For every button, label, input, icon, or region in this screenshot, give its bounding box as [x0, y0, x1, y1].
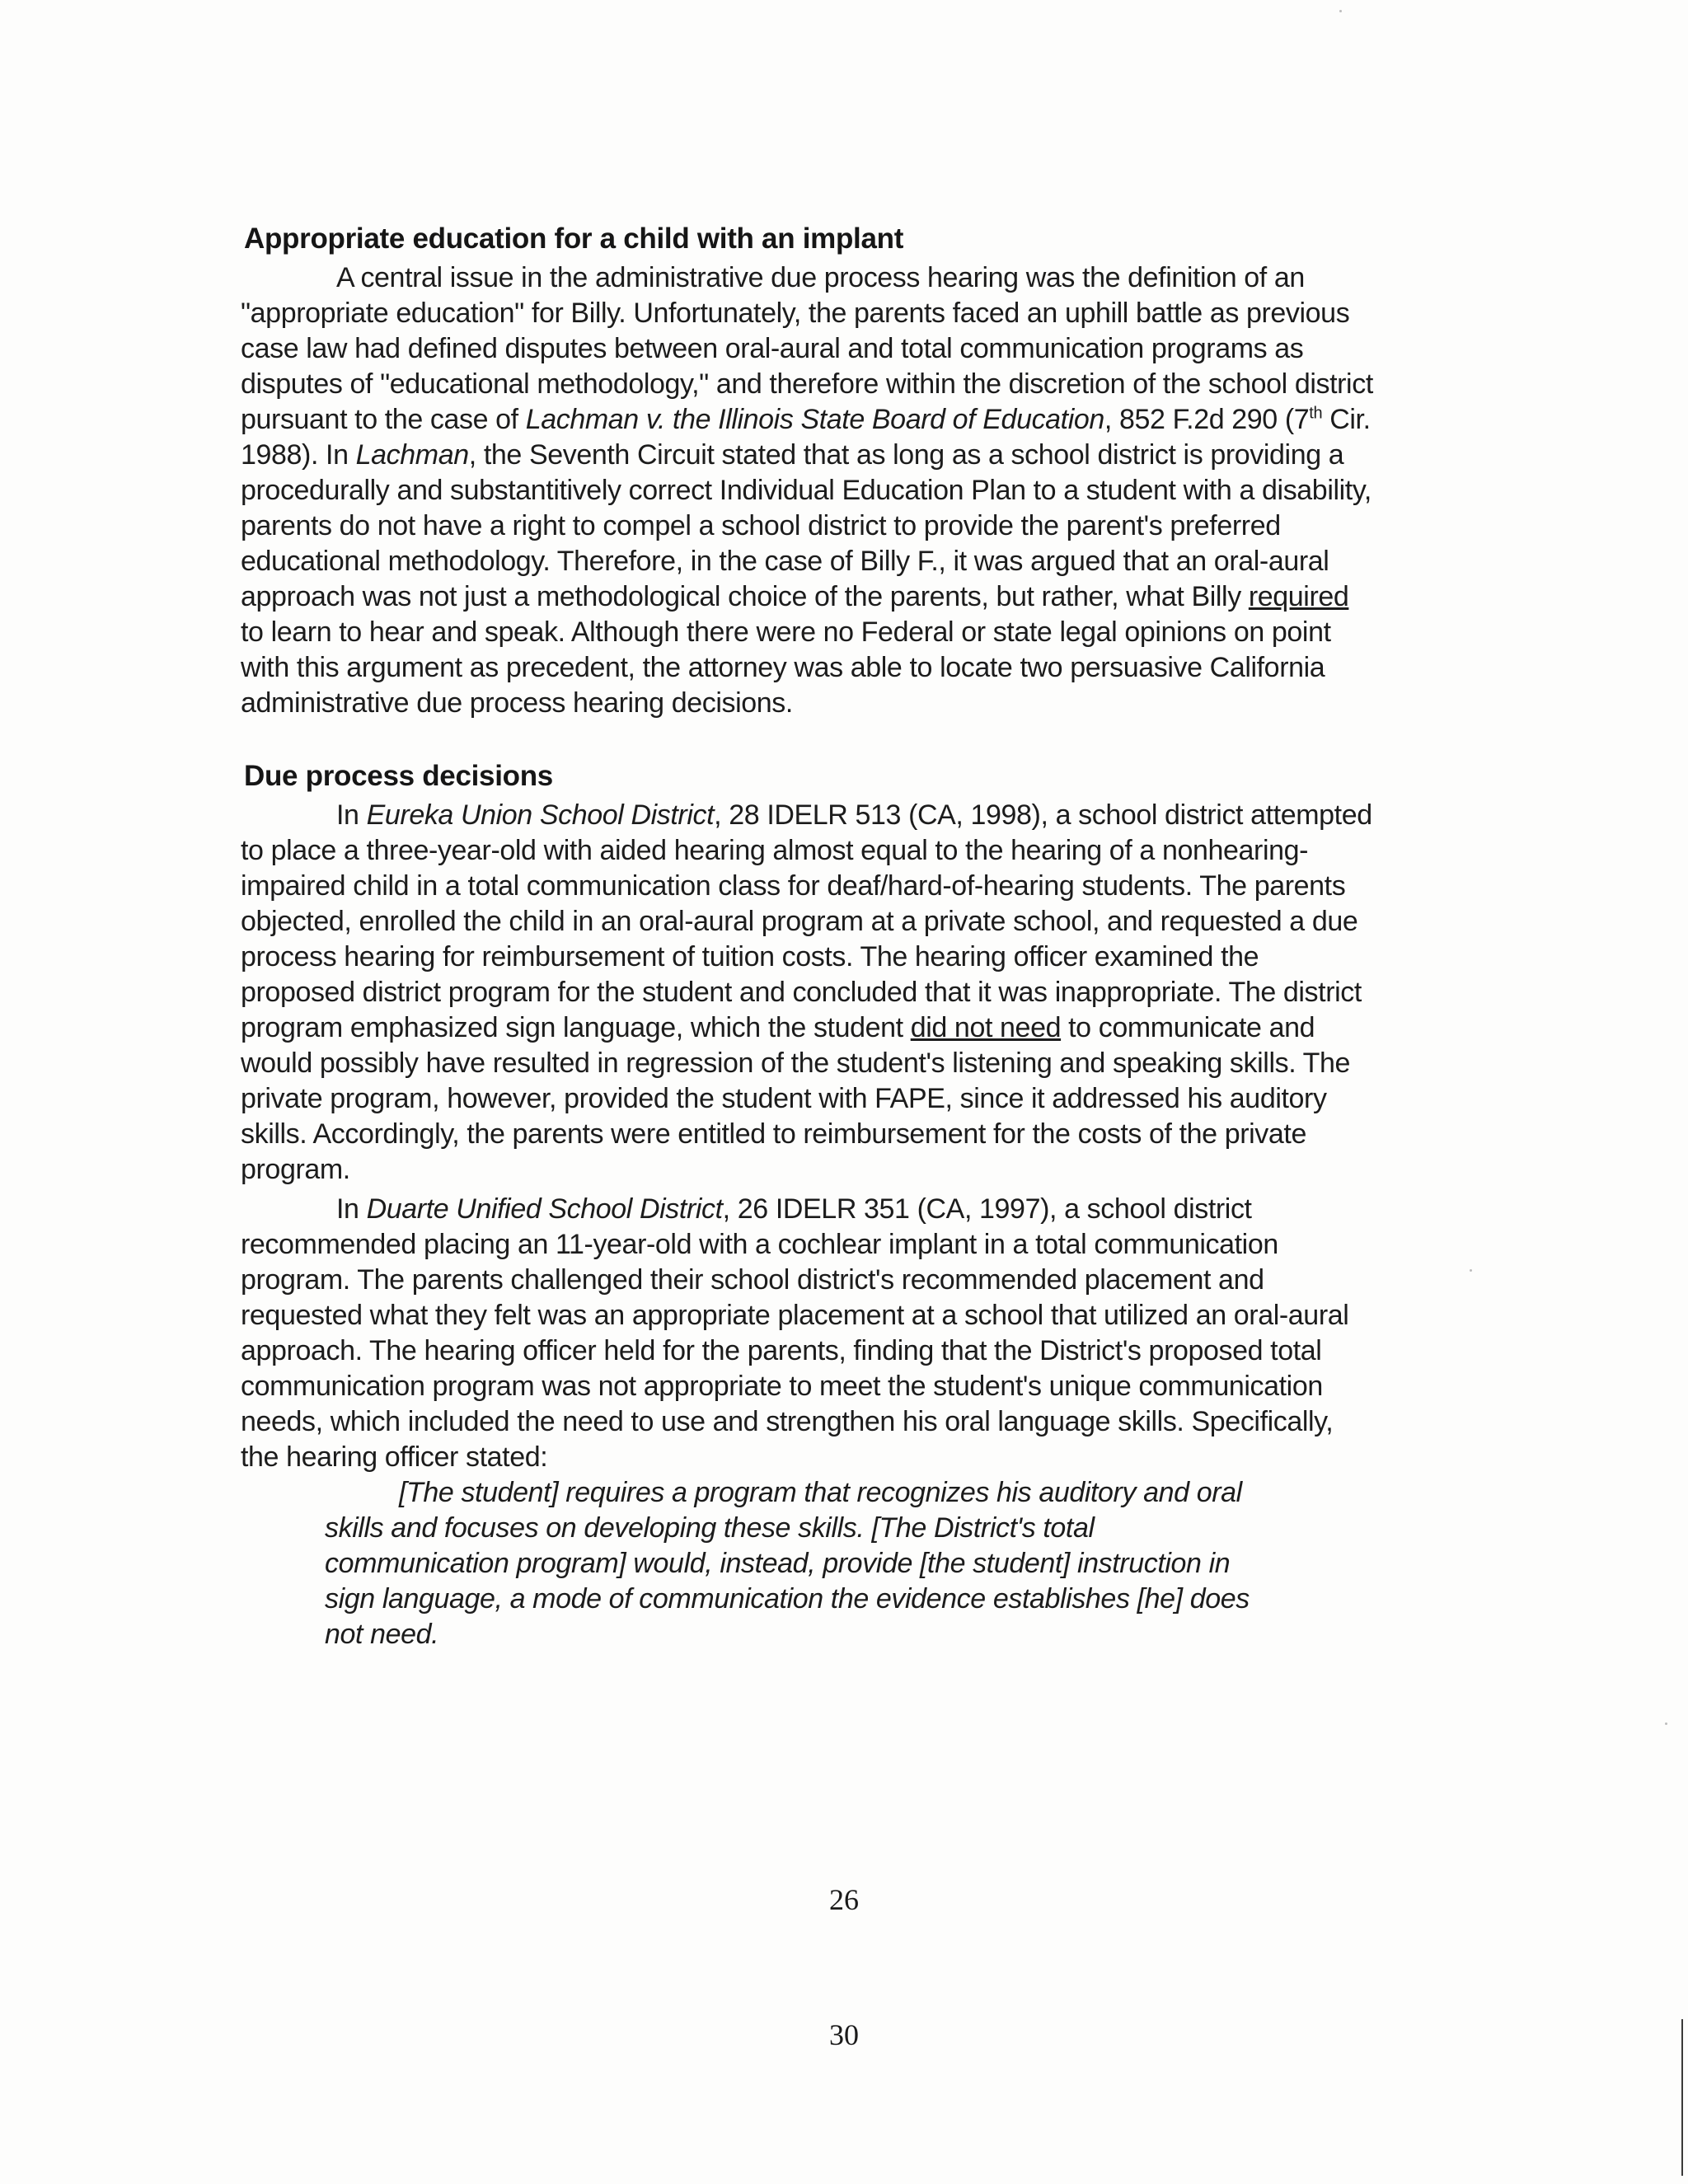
paragraph-duarte-text	[241, 1192, 1378, 1475]
text-run: , 852 F.2d 290 (7	[1104, 404, 1310, 435]
underlined-required: required	[1248, 581, 1349, 612]
scan-speck	[1470, 1269, 1472, 1272]
case-name-lachman: Lachman	[355, 439, 469, 471]
ordinal-superscript: th	[1309, 404, 1323, 423]
text-run: to communicate and would possibly have resulted in regression of the student's listening and speaking skills. The private program, however, provided the student with FAPE, since it addressed his auditory skills. Accordingly, the parents were entitled to reimbursement for the costs of the private program.	[241, 1012, 1351, 1185]
text-run: , 28 IDELR 513 (CA, 1998), a school district attempted to place a three-year-old with aided hearing almost equal to the hearing of a nonhearing-impaired child in a total communication class for deaf/hard-of-hearing students. The parents objected, enrolled the child in an oral-aural program at a private school, and requested a due process hearing for reimbursement of tuition costs. The hearing officer examined the proposed district program for the student and concluded that it was inappropriate. The district program emphasized sign language, which the student	[241, 799, 1372, 1043]
text-run: A central issue in the administrative due process hearing was the definition of an "appropriate education" for Billy. Unfortunately, the parents faced an uphill battle as previous case law had defined disputes between oral-aural and total communication programs as disputes of "educational methodology," and therefore within the discretion of the school district pursuant to the case of	[241, 262, 1373, 435]
page-number-outer: 30	[829, 2018, 859, 2051]
section-heading-due-process: Due process decisions	[244, 760, 553, 792]
text-run: Cir. 1988). In	[241, 404, 1371, 471]
text-run: , the Seventh Circuit stated that as long as a school district is providing a procedurally and substantitively correct Individual Education Plan to a student with a disability, parents do not have a right to compel a school district to provide the parent's preferred educational methodology. Therefore, in the case of Billy F., it was argued that an oral-aural approach was not just a methodological choice of the parents, but rather, what Billy	[241, 439, 1372, 612]
text-run: In	[336, 799, 367, 831]
section-heading-appropriate-education: Appropriate education for a child with an implant	[244, 223, 904, 255]
underlined-did-not-need: did not need	[910, 1012, 1062, 1043]
scan-speck	[1339, 10, 1342, 12]
case-citation-duarte: Duarte Unified School District	[366, 1193, 723, 1225]
paragraph-appropriate-education	[241, 260, 1378, 721]
scan-edge-line	[1681, 2019, 1683, 2176]
paragraph-eureka	[241, 798, 1378, 1188]
page-number-inner: 26	[829, 1883, 859, 1916]
text-run: to learn to hear and speak. Although there were no Federal or state legal opinions on point with this argument as precedent, the attorney was able to locate two persuasive California administrative due process hearing decisions.	[241, 616, 1331, 719]
case-citation-lachman: Lachman v. the Illinois State Board of Education	[525, 404, 1104, 435]
block-quote-hearing-officer: [The student] requires a program that recognizes his auditory and oral skills and focuses on developing these skills. [The District's total communication program] would, instead, provide [the student] instruction in sign language, a mode of communication the evidence establishes [he] does not need.	[325, 1477, 1250, 1650]
paragraph-lachman	[241, 260, 1378, 721]
text-run: , 26 IDELR 351 (CA, 1997), a school district recommended placing an 11-year-old with a cochlear implant in a total communication program. The parents challenged their school district's recommended placement and requested what they felt was an appropriate placement at a school that utilized an oral-aural approach. The hearing officer held for the parents, finding that the District's proposed total communication program was not appropriate to meet the student's unique communication needs, which included the need to use and strengthen his oral language skills. Specifically, the hearing officer stated:	[241, 1193, 1349, 1473]
text-run: In	[336, 1193, 367, 1225]
paragraph-eureka-text	[241, 798, 1378, 1188]
paragraph-duarte	[241, 1192, 1378, 1475]
scan-speck	[1665, 1722, 1667, 1725]
case-citation-eureka: Eureka Union School District	[366, 799, 715, 831]
